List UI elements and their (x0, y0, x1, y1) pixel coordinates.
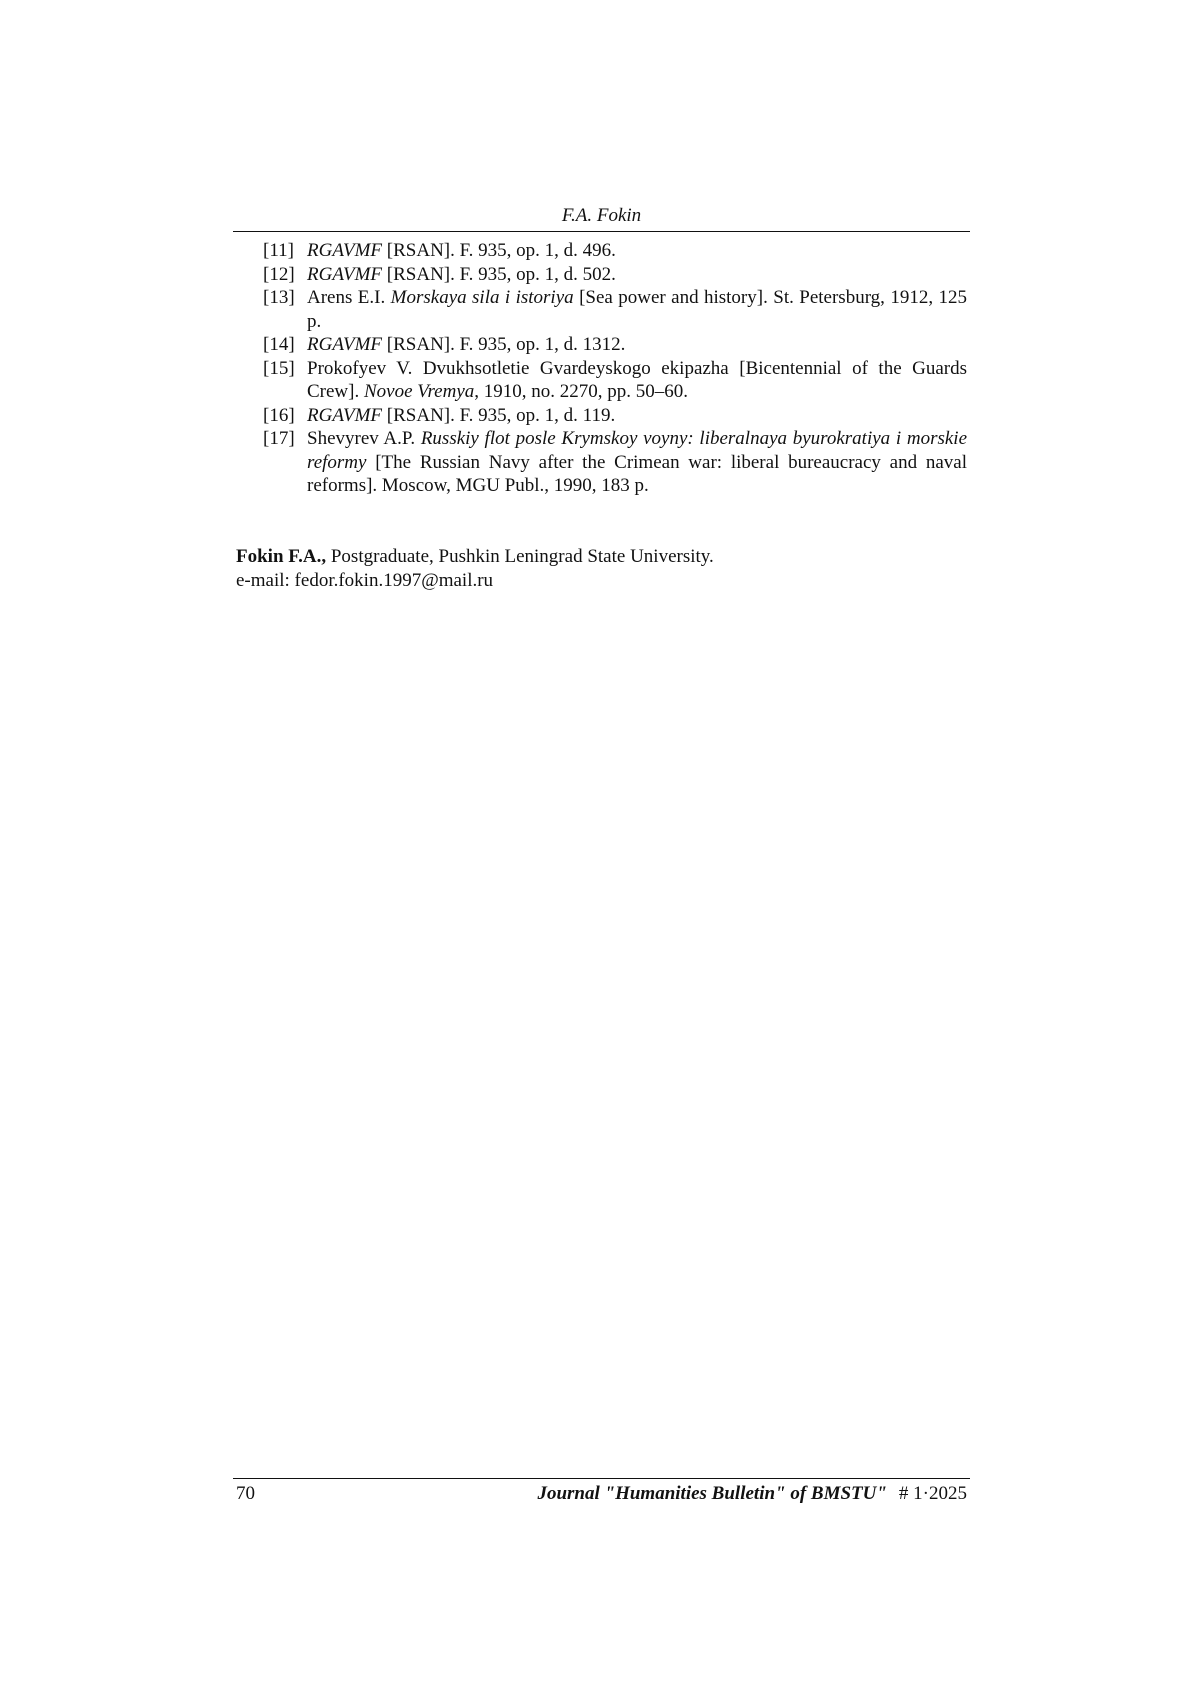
reference-item (263, 333, 967, 357)
author-line (236, 545, 956, 569)
reference-number: [16] (263, 404, 295, 426)
reference-number: [12] (263, 263, 295, 285)
page-number: 70 (236, 1483, 255, 1504)
reference-item (263, 404, 967, 428)
author-email: e-mail: fedor.fokin.1997@mail.ru (236, 569, 494, 591)
reference-text: Shevyrev A.P. Russkiy flot posle Krymskoy voyny: liberalnaya byurokratiya i morskie reformy [The Russian Navy after the Crimean war: liberal bureaucracy and naval reforms]. Moscow, MGU Publ., 1990, 183 p. (307, 428, 967, 496)
reference-item (263, 263, 967, 287)
reference-text: RGAVMF [RSAN]. F. 935, op. 1, d. 496. (307, 240, 616, 261)
reference-text: RGAVMF [RSAN]. F. 935, op. 1, d. 1312. (307, 334, 626, 355)
reference-number: [15] (263, 357, 295, 379)
journal-issue: # 1·2025 (898, 1483, 967, 1504)
footer-rule (233, 1478, 970, 1479)
reference-item (263, 239, 967, 263)
reference-number: [14] (263, 334, 295, 355)
reference-number: [13] (263, 287, 295, 308)
reference-item (263, 427, 967, 498)
reference-number: [17] (263, 428, 295, 449)
reference-text: RGAVMF [RSAN]. F. 935, op. 1, d. 119. (307, 404, 616, 426)
reference-text: Arens E.I. Morskaya sila i istoriya [Sea power and history]. St. Petersburg, 1912, 125 p. (307, 287, 967, 332)
reference-text: RGAVMF [RSAN]. F. 935, op. 1, d. 502. (307, 263, 616, 285)
author-name: Fokin F.A., (236, 546, 327, 567)
journal-footer (537, 1482, 967, 1506)
reference-item (263, 357, 967, 404)
reference-list (263, 239, 967, 498)
reference-number: [11] (263, 240, 294, 261)
reference-item (263, 286, 967, 333)
author-info (236, 545, 956, 592)
journal-name: Journal "Humanities Bulletin" of BMSTU" (537, 1483, 887, 1504)
running-title: F.A. Fokin (561, 205, 642, 226)
author-affiliation: Postgraduate, Pushkin Leningrad State University. (326, 546, 714, 567)
reference-text: Prokofyev V. Dvukhsotletie Gvardeyskogo ekipazha [Bicentennial of the Guards Crew]. Novoe Vremya, 1910, no. 2270, pp. 50–60. (307, 357, 967, 402)
header-rule (233, 231, 970, 232)
